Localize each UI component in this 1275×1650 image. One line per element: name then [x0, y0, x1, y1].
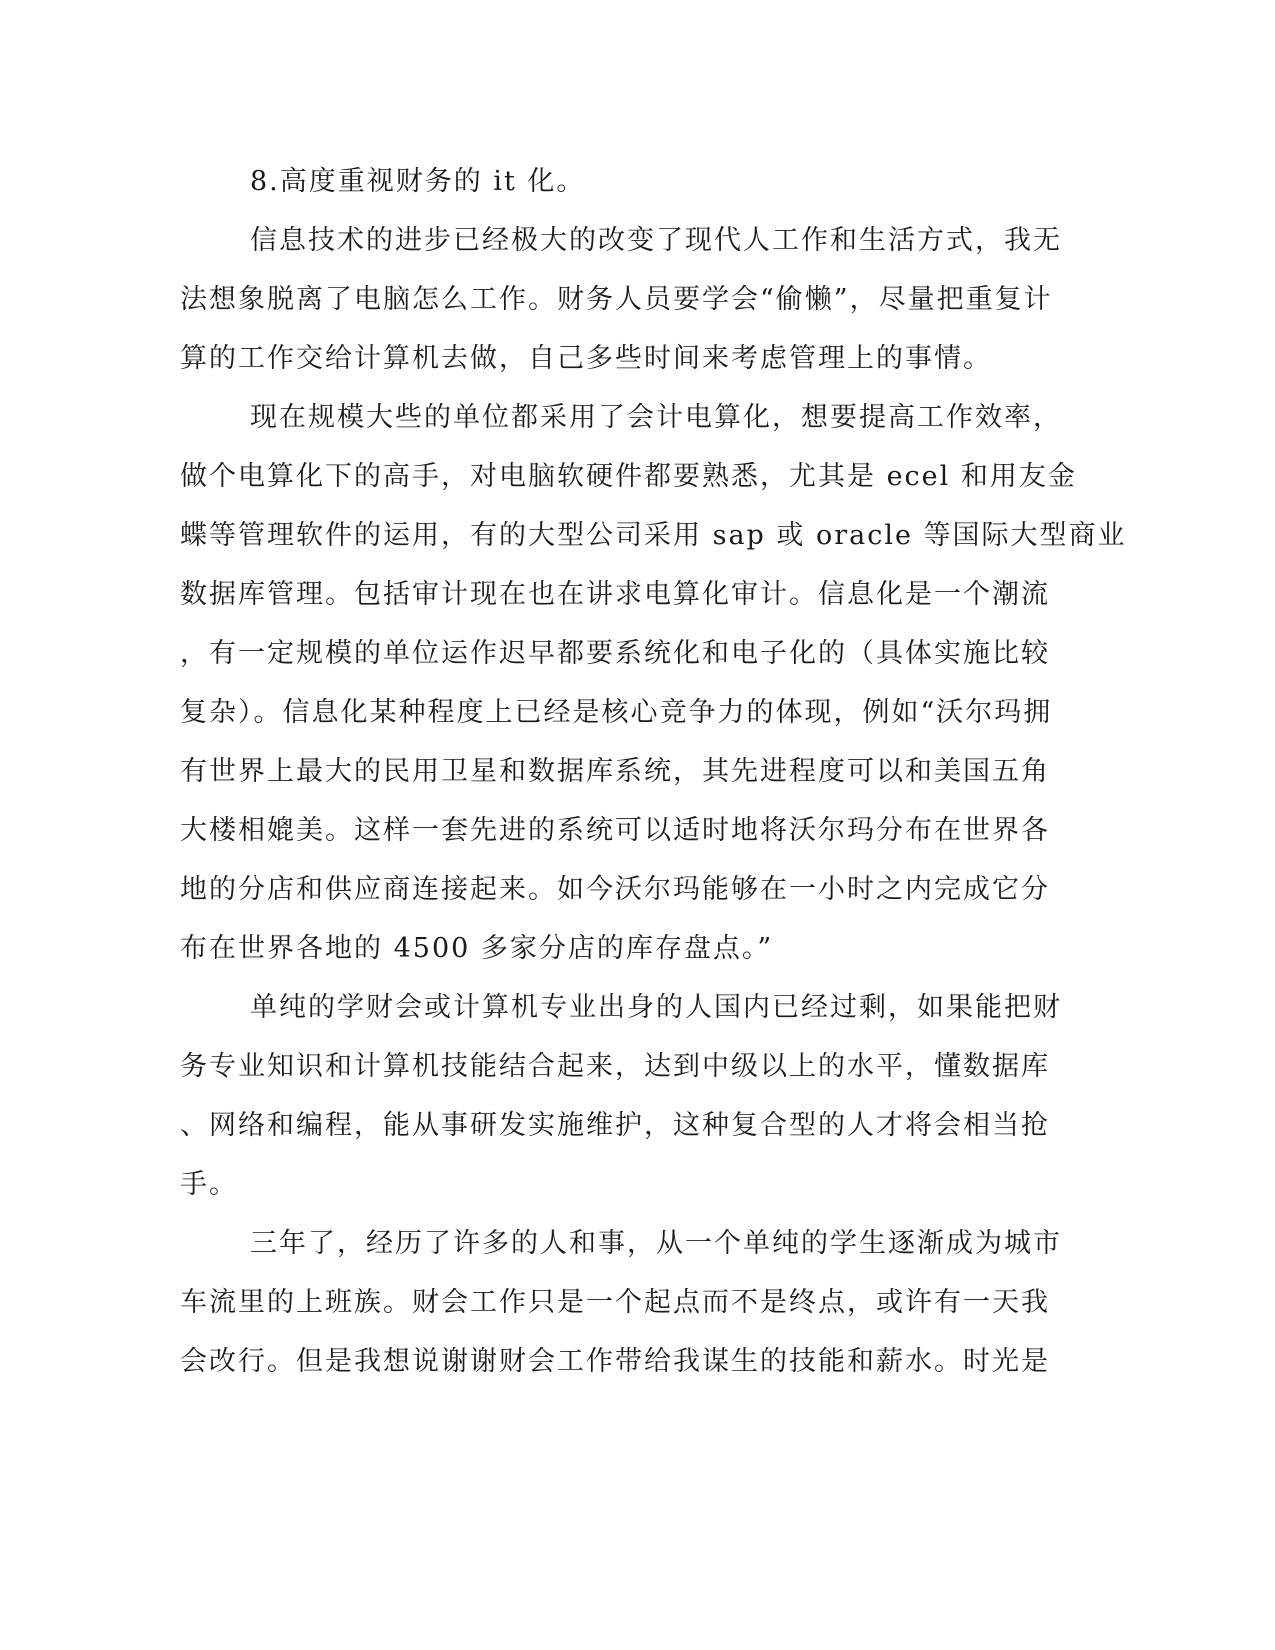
paragraph-line: 信息技术的进步已经极大的改变了现代人工作和生活方式，我无	[250, 225, 1062, 256]
paragraph-line: 、网络和编程，能从事研发实施维护，这种复合型的人才将会相当抢	[180, 1110, 1050, 1141]
paragraph-line: 现在规模大些的单位都采用了会计电算化，想要提高工作效率，	[250, 402, 1062, 433]
paragraph-line: 地的分店和供应商连接起来。如今沃尔玛能够在一小时之内完成它分	[180, 874, 1050, 905]
paragraph-line: 法想象脱离了电脑怎么工作。财务人员要学会“偷懒”，尽量把重复计	[180, 284, 1053, 315]
heading-line: 8.高度重视财务的 it 化。	[250, 166, 586, 197]
paragraph-line: 车流里的上班族。财会工作只是一个起点而不是终点，或许有一天我	[180, 1287, 1050, 1318]
paragraph-line: 布在世界各地的 4500 多家分店的库存盘点。”	[180, 933, 774, 964]
paragraph-line: 数据库管理。包括审计现在也在讲求电算化审计。信息化是一个潮流	[180, 579, 1050, 610]
paragraph-line: 大楼相媲美。这样一套先进的系统可以适时地将沃尔玛分布在世界各	[180, 815, 1050, 846]
paragraph-line: 蝶等管理软件的运用，有的大型公司采用 sap 或 oracle 等国际大型商业	[180, 520, 1127, 551]
paragraph-line: 做个电算化下的高手，对电脑软硬件都要熟悉，尤其是 ecel 和用友金	[180, 461, 1077, 492]
paragraph-line: 算的工作交给计算机去做，自己多些时间来考虑管理上的事情。	[180, 343, 992, 374]
paragraph-line: 务专业知识和计算机技能结合起来，达到中级以上的水平，懂数据库	[180, 1051, 1050, 1082]
paragraph-line: 单纯的学财会或计算机专业出身的人国内已经过剩，如果能把财	[250, 992, 1062, 1023]
paragraph-line: 有世界上最大的民用卫星和数据库系统，其先进程度可以和美国五角	[180, 756, 1050, 787]
paragraph-line: 三年了，经历了许多的人和事，从一个单纯的学生逐渐成为城市	[250, 1228, 1062, 1259]
paragraph-line: ，有一定规模的单位运作迟早都要系统化和电子化的（具体实施比较	[180, 638, 1050, 669]
paragraph-line: 复杂）。信息化某种程度上已经是核心竞争力的体现，例如“沃尔玛拥	[180, 697, 1053, 728]
paragraph-line: 手。	[180, 1169, 238, 1200]
paragraph-line: 会改行。但是我想说谢谢财会工作带给我谋生的技能和薪水。时光是	[180, 1346, 1050, 1377]
